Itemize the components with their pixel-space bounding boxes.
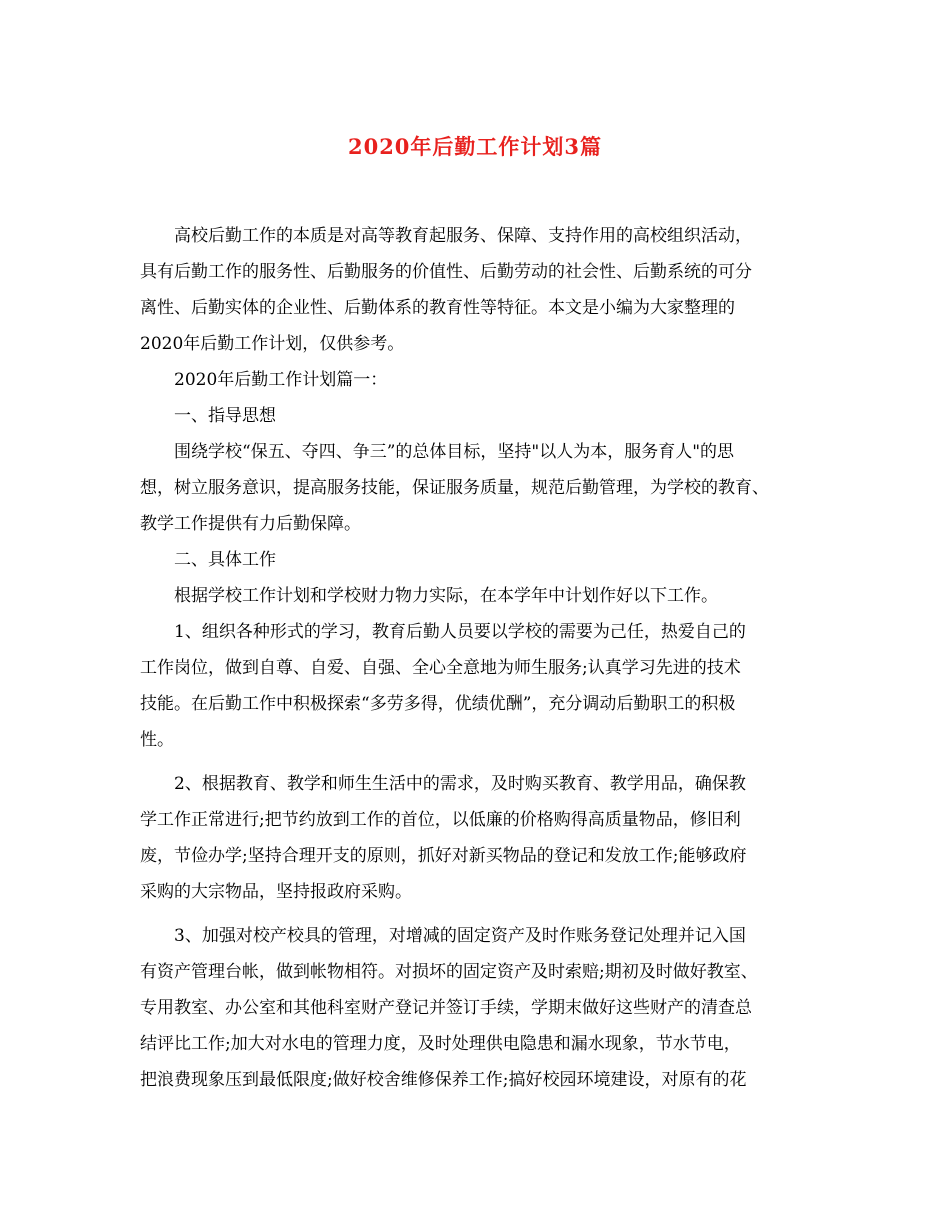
text-line: 教学工作提供有力后勤保障。	[140, 514, 361, 534]
text-line: 学工作正常进行;把节约放到工作的首位，以低廉的价格购得高质量物品，修旧利	[140, 810, 741, 830]
text-line: 2020年后勤工作计划篇一：	[174, 370, 388, 390]
section-heading	[140, 542, 830, 578]
paragraph	[140, 578, 830, 614]
text-line: 工作岗位，做到自尊、自爱、自强、全心全意地为师生服务;认真学习先进的技术	[140, 658, 741, 678]
text-line: 离性、后勤实体的企业性、后勤体系的教育性等特征。本文是小编为大家整理的	[140, 298, 735, 318]
text-line: 高校后勤工作的本质是对高等教育起服务、保障、支持作用的高校组织活动，	[174, 226, 752, 246]
text-line: 专用教室、办公室和其他科室财产登记并签订手续，学期末做好这些财产的清查总	[140, 998, 752, 1018]
paragraph	[140, 218, 830, 362]
text-line: 围绕学校“保五、夺四、争三”的总体目标，坚持"以人为本，服务育人"的思	[174, 442, 735, 462]
text-line: 废，节俭办学;坚持合理开支的原则，抓好对新买物品的登记和发放工作;能够政府	[140, 846, 747, 866]
text-line: 1、组织各种形式的学习，教育后勤人员要以学校的需要为己任，热爱自己的	[174, 622, 746, 642]
text-line: 2020年后勤工作计划，仅供参考。	[140, 334, 405, 354]
paragraph	[140, 434, 830, 542]
document-title: 2020年后勤工作计划3篇	[347, 134, 603, 159]
text-line: 二、具体工作	[174, 550, 276, 570]
paragraph	[140, 362, 830, 398]
text-line: 有资产管理台帐，做到帐物相符。对损坏的固定资产及时索赔;期初及时做好教室、	[140, 962, 758, 982]
text-line: 性。	[140, 730, 174, 750]
text-line: 3、加强对校产校具的管理，对增减的固定资产及时作账务登记处理并记入国	[174, 926, 746, 946]
paragraph	[140, 614, 830, 758]
section-heading	[140, 398, 830, 434]
text-line: 采购的大宗物品，坚持报政府采购。	[140, 882, 412, 902]
text-line: 一、指导思想	[174, 406, 276, 426]
paragraph	[140, 766, 830, 910]
text-line: 技能。在后勤工作中积极探索“多劳多得，优绩优酬”，充分调动后勤职工的积极	[140, 694, 736, 714]
text-line: 2、根据教育、教学和师生生活中的需求，及时购买教育、教学用品，确保教	[174, 774, 746, 794]
text-line: 结评比工作;加大对水电的管理力度，及时处理供电隐患和漏水现象，节水节电，	[140, 1034, 741, 1054]
text-line: 根据学校工作计划和学校财力物力实际，在本学年中计划作好以下工作。	[174, 586, 718, 606]
text-line: 想，树立服务意识，提高服务技能，保证服务质量，规范后勤管理，为学校的教育、	[140, 478, 769, 498]
paragraph	[140, 918, 830, 1098]
text-line: 把浪费现象压到最低限度;做好校舍维修保养工作;搞好校园环境建设，对原有的花	[140, 1070, 747, 1090]
document-body	[140, 218, 830, 1098]
text-line: 具有后勤工作的服务性、后勤服务的价值性、后勤劳动的社会性、后勤系统的可分	[140, 262, 752, 282]
